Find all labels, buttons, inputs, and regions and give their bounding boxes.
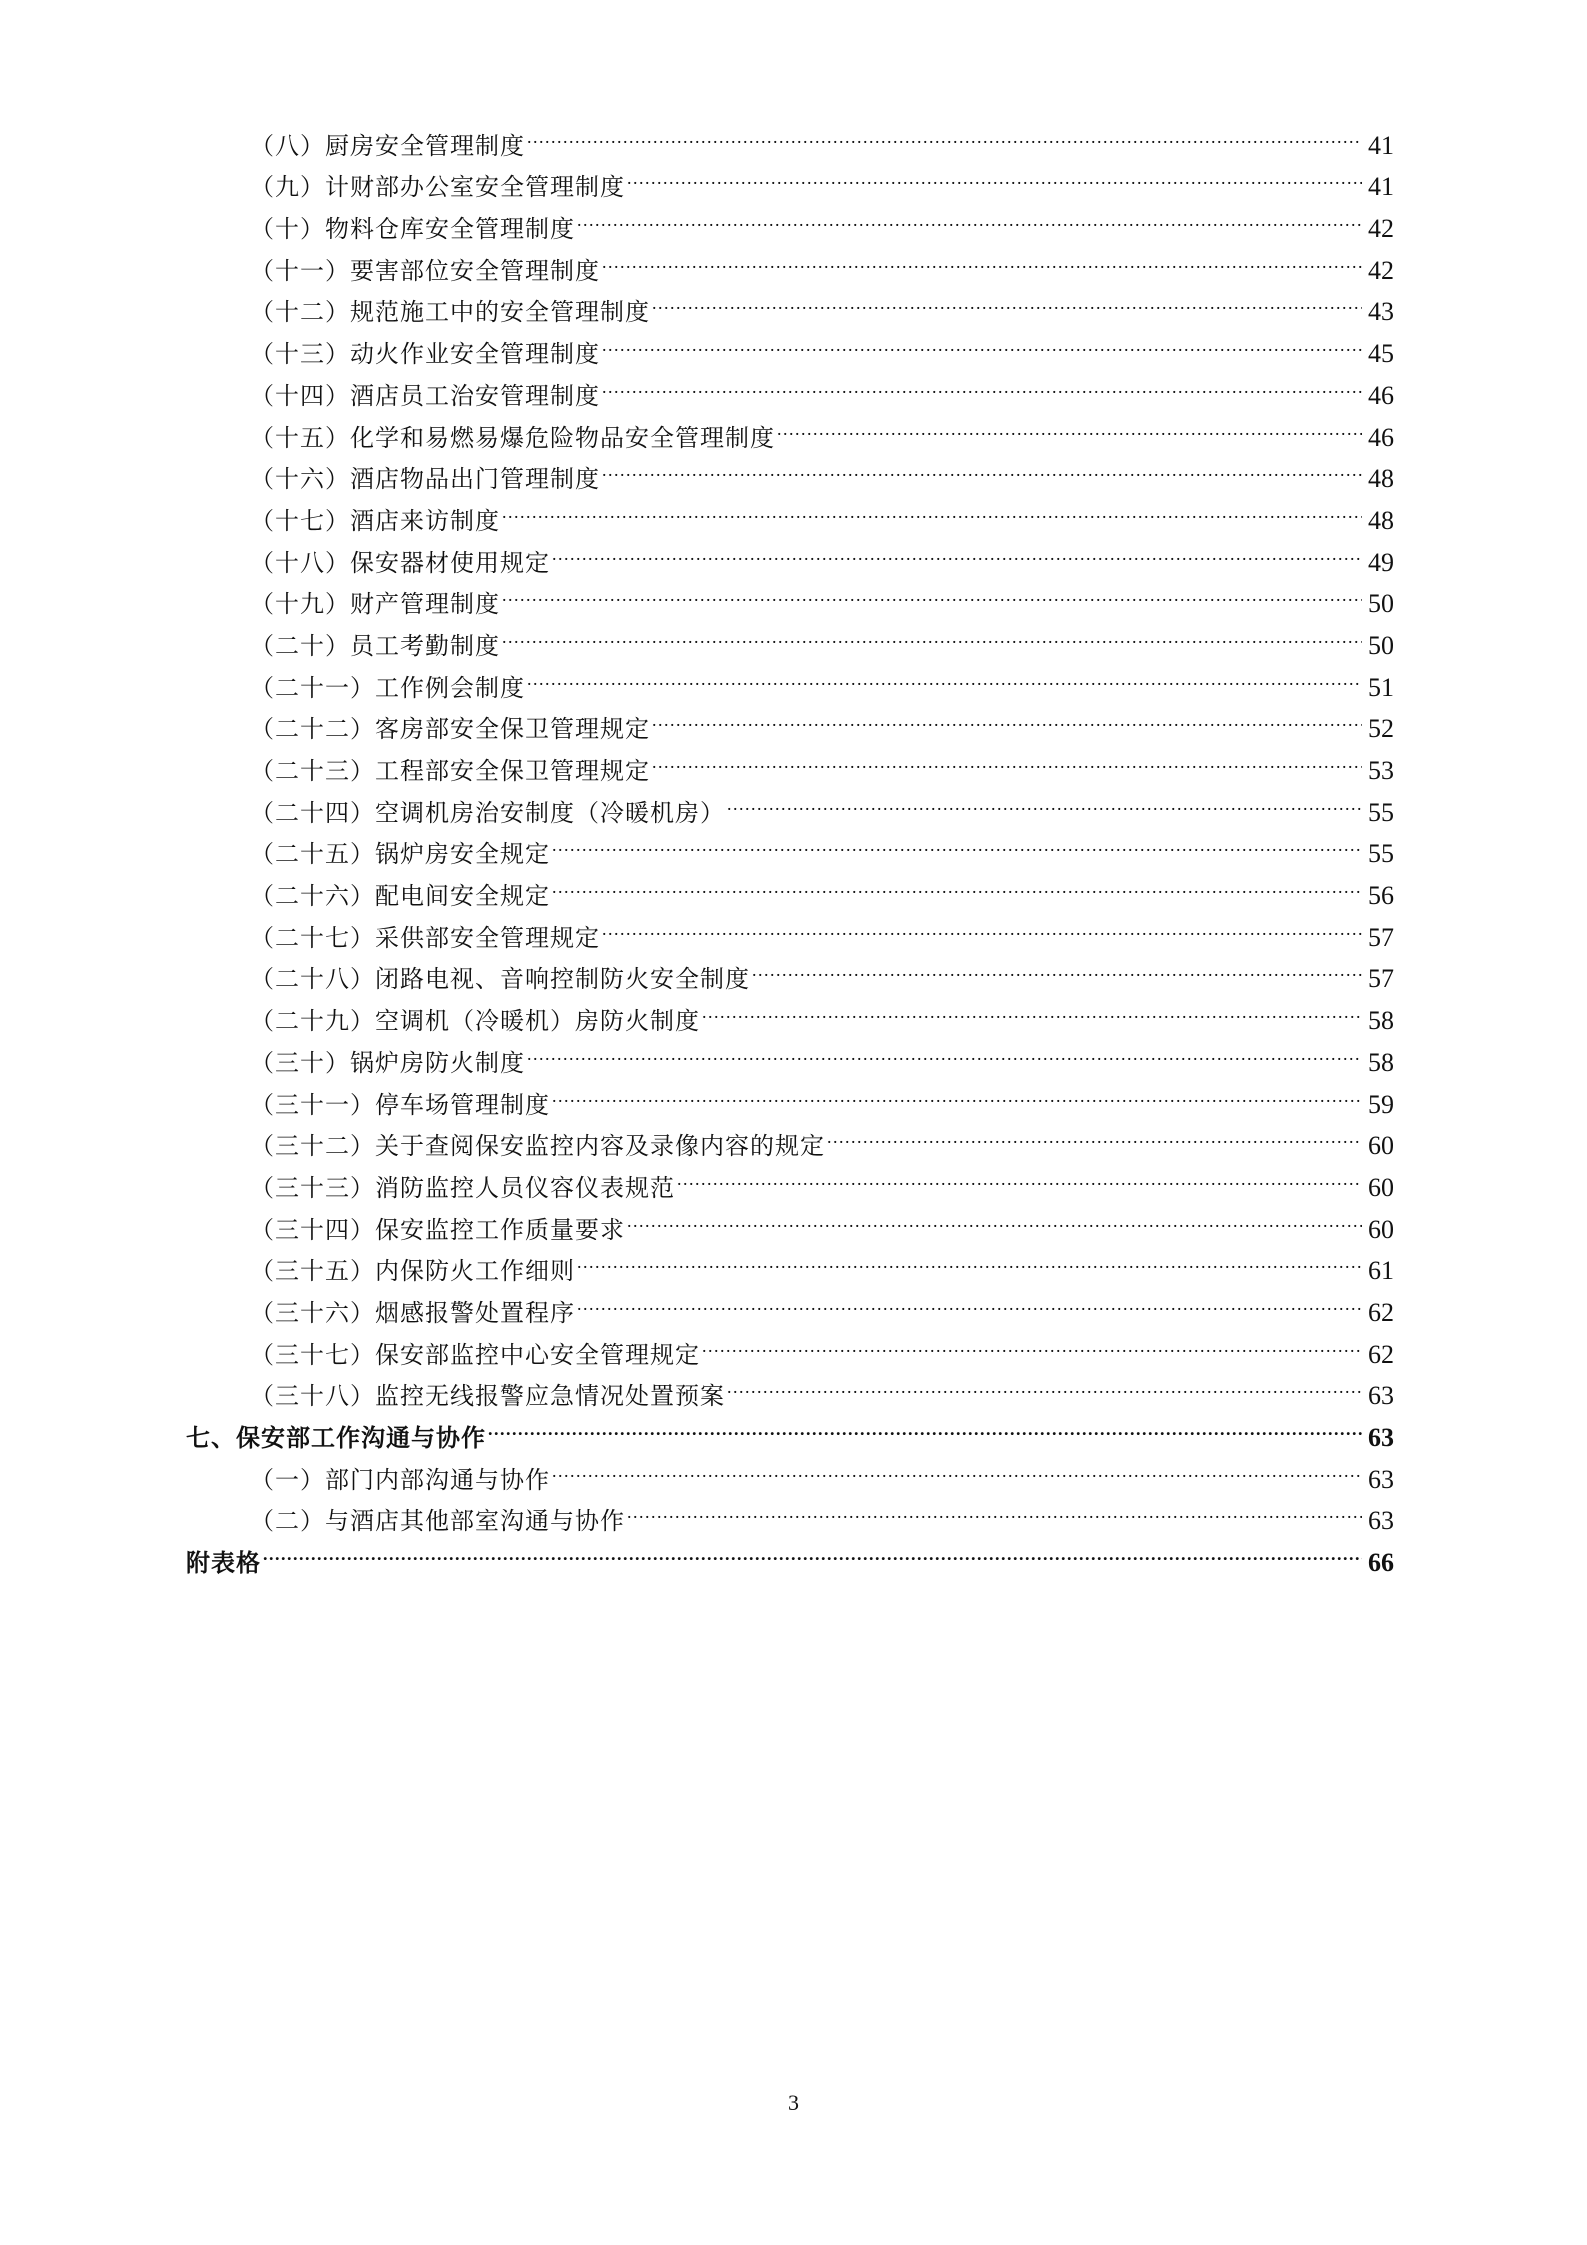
toc-entry-title: （二十六）配电间安全规定 xyxy=(250,882,550,911)
toc-entry-page: 62 xyxy=(1368,1339,1394,1369)
toc-entry-page: 48 xyxy=(1368,464,1394,494)
toc-entry-title: （十六）酒店物品出门管理制度 xyxy=(250,465,600,494)
toc-entry-title: （十五）化学和易燃易爆危险物品安全管理制度 xyxy=(250,423,775,452)
toc-dot-leader xyxy=(552,821,1362,863)
toc-entry-page: 58 xyxy=(1368,1006,1394,1036)
toc-dot-leader xyxy=(702,1321,1362,1363)
table-of-contents xyxy=(186,112,1394,1578)
toc-entry-title: （十三）动火作业安全管理制度 xyxy=(250,340,600,369)
toc-dot-leader xyxy=(602,446,1362,488)
toc-entry-title: （二十八）闭路电视、音响控制防火安全制度 xyxy=(250,965,750,994)
toc-entry-page: 57 xyxy=(1368,922,1394,952)
toc-entry-page: 60 xyxy=(1368,1172,1394,1202)
toc-entry-page: 50 xyxy=(1368,630,1394,660)
toc-entry-title: （二十五）锅炉房安全规定 xyxy=(250,840,550,869)
toc-dot-leader xyxy=(602,320,1362,362)
toc-entry-page: 55 xyxy=(1368,797,1394,827)
toc-dot-leader xyxy=(627,1196,1362,1238)
toc-entry-chapter[interactable] xyxy=(186,1529,1394,1578)
toc-dot-leader xyxy=(577,1238,1362,1280)
toc-entry-page: 63 xyxy=(1368,1506,1394,1536)
toc-entry-page: 48 xyxy=(1368,505,1394,535)
toc-entry-title: （二十七）采供部安全管理规定 xyxy=(250,923,600,952)
toc-dot-leader xyxy=(602,904,1362,946)
toc-entry-page: 60 xyxy=(1368,1214,1394,1244)
toc-entry-page: 50 xyxy=(1368,589,1394,619)
toc-entry-page: 60 xyxy=(1368,1131,1394,1161)
toc-entry-page: 53 xyxy=(1368,756,1394,785)
toc-entry-title: （二十一）工作例会制度 xyxy=(250,673,525,702)
toc-entry-title: （二十三）工程部安全保卫管理规定 xyxy=(250,757,650,785)
toc-entry-title: （十）物料仓库安全管理制度 xyxy=(250,215,575,244)
toc-entry-title: （三十五）内保防火工作细则 xyxy=(250,1257,575,1286)
toc-dot-leader xyxy=(652,696,1362,738)
toc-dot-leader xyxy=(702,987,1362,1029)
toc-entry-page: 46 xyxy=(1368,422,1394,452)
toc-entry-page: 59 xyxy=(1368,1089,1394,1119)
toc-entry-title: （十四）酒店员工治安管理制度 xyxy=(250,381,600,410)
toc-dot-leader xyxy=(527,654,1362,696)
toc-entry-title: （十一）要害部位安全管理制度 xyxy=(250,256,600,285)
toc-entry-page: 46 xyxy=(1368,380,1394,410)
toc-entry-page: 52 xyxy=(1368,714,1394,744)
toc-entry-page: 63 xyxy=(1368,1381,1394,1411)
toc-entry-title: （十八）保安器材使用规定 xyxy=(250,548,550,577)
toc-dot-leader xyxy=(502,487,1362,529)
toc-dot-leader xyxy=(727,1363,1362,1405)
toc-entry-page: 63 xyxy=(1368,1464,1394,1494)
toc-dot-leader xyxy=(527,1029,1362,1071)
toc-dot-leader xyxy=(752,946,1362,988)
page-number: 3 xyxy=(788,2090,799,2115)
toc-entry-page: 62 xyxy=(1368,1297,1394,1327)
toc-dot-leader xyxy=(627,154,1362,196)
toc-entry-title: （三十三）消防监控人员仪容仪表规范 xyxy=(250,1173,675,1202)
toc-entry-title: （八）厨房安全管理制度 xyxy=(250,131,525,160)
toc-entry-title: （三十二）关于查阅保安监控内容及录像内容的规定 xyxy=(250,1132,825,1161)
toc-dot-leader xyxy=(627,1488,1362,1530)
toc-entry-page: 45 xyxy=(1368,339,1394,369)
toc-entry-page: 55 xyxy=(1368,839,1394,869)
toc-entry-page: 42 xyxy=(1368,255,1394,285)
toc-entry-title: （三十六）烟感报警处置程序 xyxy=(250,1298,575,1327)
toc-entry-title: （十九）财产管理制度 xyxy=(250,590,500,619)
toc-entry-page: 58 xyxy=(1368,1047,1394,1077)
toc-dot-leader xyxy=(527,112,1362,154)
toc-dot-leader xyxy=(552,529,1362,571)
toc-dot-leader xyxy=(602,237,1362,279)
toc-dot-leader xyxy=(677,1154,1362,1196)
toc-dot-leader xyxy=(727,779,1362,821)
toc-entry-page: 41 xyxy=(1368,172,1394,202)
toc-entry-title: （二十）员工考勤制度 xyxy=(250,631,500,660)
toc-entry-page: 61 xyxy=(1368,1256,1394,1286)
toc-dot-leader xyxy=(552,1071,1362,1113)
toc-entry-title: （一）部门内部沟通与协作 xyxy=(250,1465,550,1494)
toc-dot-leader xyxy=(488,1404,1362,1446)
toc-dot-leader xyxy=(602,362,1362,404)
toc-entry[interactable] xyxy=(186,112,1394,160)
toc-entry-page: 57 xyxy=(1368,964,1394,994)
toc-entry-title: （十二）规范施工中的安全管理制度 xyxy=(250,298,650,327)
toc-dot-leader xyxy=(263,1529,1362,1571)
toc-dot-leader xyxy=(577,195,1362,237)
toc-dot-leader xyxy=(652,737,1362,779)
toc-entry-title: （三十一）停车场管理制度 xyxy=(250,1090,550,1119)
toc-entry-page: 63 xyxy=(1368,1423,1394,1452)
toc-dot-leader xyxy=(577,1279,1362,1321)
toc-entry-page: 66 xyxy=(1368,1548,1394,1578)
toc-entry-title: 七、保安部工作沟通与协作 xyxy=(186,1424,486,1452)
toc-entry-page: 43 xyxy=(1368,297,1394,327)
toc-entry-page: 51 xyxy=(1368,672,1394,702)
toc-entry-title: （二十二）客房部安全保卫管理规定 xyxy=(250,715,650,744)
toc-entry-title: （三十七）保安部监控中心安全管理规定 xyxy=(250,1340,700,1369)
toc-entry-page: 41 xyxy=(1368,130,1394,160)
toc-dot-leader xyxy=(552,862,1362,904)
toc-dot-leader xyxy=(502,571,1362,613)
toc-entry-title: （九）计财部办公室安全管理制度 xyxy=(250,173,625,202)
toc-entry-title: （三十四）保安监控工作质量要求 xyxy=(250,1215,625,1244)
toc-entry-title: （二十四）空调机房治安制度（冷暖机房） xyxy=(250,798,725,827)
toc-entry-page: 42 xyxy=(1368,214,1394,244)
toc-entry-title: （十七）酒店来访制度 xyxy=(250,506,500,535)
toc-entry-page: 49 xyxy=(1368,547,1394,577)
toc-dot-leader xyxy=(552,1446,1362,1488)
toc-dot-leader xyxy=(827,1113,1362,1155)
toc-entry-title: 附表格 xyxy=(186,1549,261,1578)
toc-dot-leader xyxy=(777,404,1362,446)
toc-entry-page: 56 xyxy=(1368,881,1394,911)
toc-entry-title: （三十）锅炉房防火制度 xyxy=(250,1048,525,1077)
toc-entry-title: （三十八）监控无线报警应急情况处置预案 xyxy=(250,1382,725,1411)
toc-entry-title: （二）与酒店其他部室沟通与协作 xyxy=(250,1507,625,1536)
toc-dot-leader xyxy=(652,279,1362,321)
toc-entry-title: （二十九）空调机（冷暖机）房防火制度 xyxy=(250,1007,700,1036)
toc-dot-leader xyxy=(502,612,1362,654)
